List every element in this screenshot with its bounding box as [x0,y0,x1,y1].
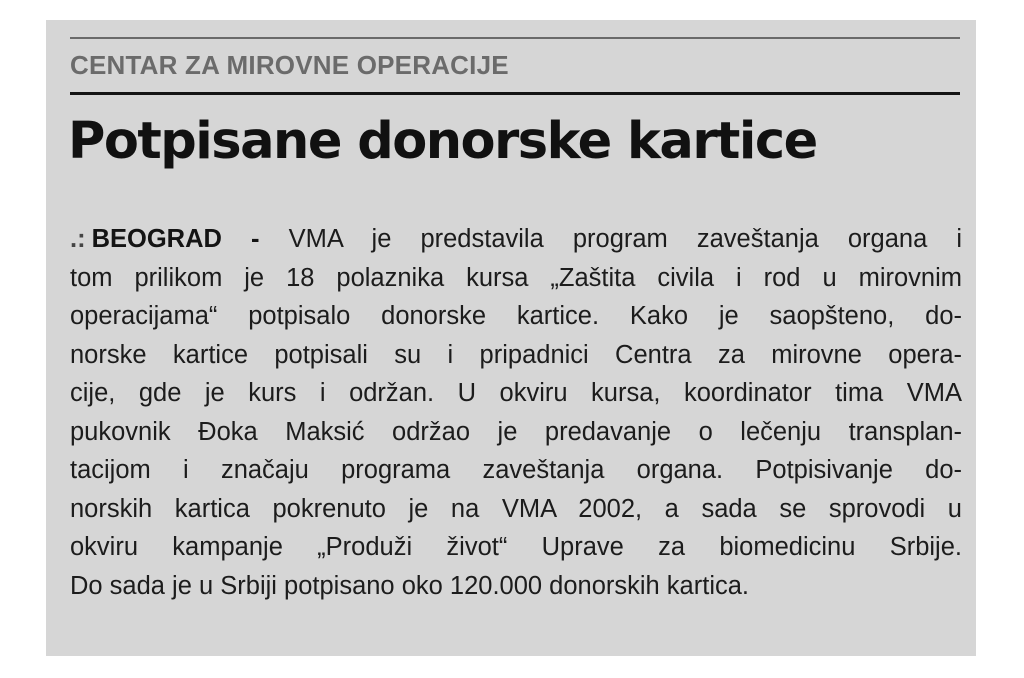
body-line: operacijama“ potpisalo donorske kartice. Kako je saopšteno, do- [70,302,962,330]
dateline: BEOGRAD - [91,225,260,253]
newspaper-clipping [46,20,976,656]
body-line: tom prilikom je 18 polaznika kursa „Zaštita civila i rod u mirovnim [70,263,962,292]
top-rule [70,37,960,39]
body-line: tacijom i značaju programa zaveštanja organa. Potpisivanje do- [70,456,962,484]
body-line: okviru kampanje „Produži život“ Uprave za biomedicinu Srbije. [70,533,962,561]
body-line: norske kartice potpisali su i pripadnici Centra za mirovne opera- [70,340,962,369]
body-line: pukovnik Đoka Maksić održao je predavanje o lečenju transplan- [70,417,962,446]
section-kicker: CENTAR ZA MIROVNE OPERACIJE [70,50,509,80]
body-line: norskih kartica pokrenuto je na VMA 2002, a sada se sprovodi u [70,494,962,523]
body-line [70,220,962,259]
kicker-rule [70,92,960,95]
body-line: Do sada je u Srbiji potpisano oko 120.000 donorskih kartica. [70,571,749,600]
bullet-marker: .: [70,225,86,253]
body-line: cije, gde je kurs i održan. U okviru kursa, koordinator tima VMA [70,379,962,407]
article-body [70,220,962,605]
headline: Potpisane donorske kartice [68,112,817,171]
body-line-text: VMA je predstavila program zaveštanja organa i [288,225,963,253]
